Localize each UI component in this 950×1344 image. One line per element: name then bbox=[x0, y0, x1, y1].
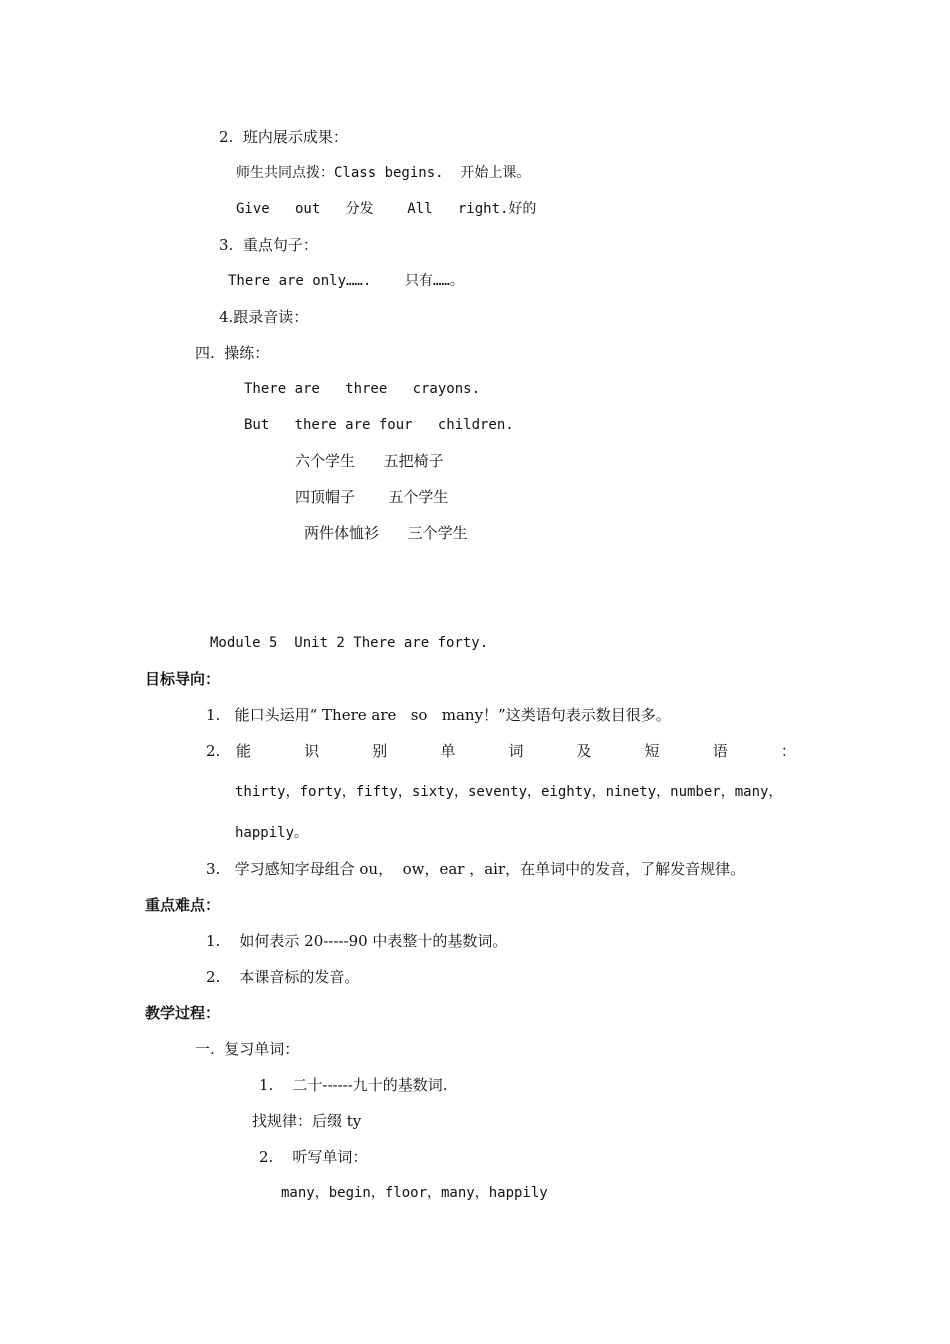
step-1-item-2: 2. 听写单词： bbox=[259, 1148, 368, 1166]
goal-3: 3. 学习感知字母组合 ou， ow，ear ，air，在单词中的发音，了解发音规律。 bbox=[206, 860, 746, 878]
item2-line2: Give out 分发 All right.好的 bbox=[236, 201, 537, 217]
goal-1: 1. 能口头运用“ There are so many！”这类语句表示数目很多。 bbox=[206, 706, 671, 724]
key-point-1: 1. 如何表示 20-----90 中表整十的基数词。 bbox=[206, 932, 508, 950]
goal-2-char: 识 bbox=[304, 742, 320, 760]
goal-2-char: ： bbox=[780, 742, 796, 760]
goal-2-char: 词 bbox=[508, 742, 524, 760]
drill-line2: But there are four children. bbox=[244, 417, 514, 433]
goal-2-number: 2. bbox=[206, 742, 221, 760]
goal-2-char: 单 bbox=[440, 742, 456, 760]
step-1-words: many，begin，floor，many，happily bbox=[281, 1185, 548, 1201]
key-points-heading: 重点难点： bbox=[145, 896, 221, 914]
goal-2-char: 短 bbox=[644, 742, 660, 760]
goal-2-char: 及 bbox=[576, 742, 592, 760]
item4-label: 4.跟录音读： bbox=[219, 308, 309, 326]
step-1-label: 一. 复习单词： bbox=[195, 1040, 300, 1058]
drill-row1: 六个学生 五把椅子 bbox=[295, 452, 444, 470]
drill-line1: There are three crayons. bbox=[244, 381, 481, 397]
item3-label: 3. 重点句子： bbox=[219, 236, 318, 254]
goal-2-words-cont: happily。 bbox=[235, 825, 309, 841]
goal-2-char: 能 bbox=[236, 742, 252, 760]
key-point-2: 2. 本课音标的发音。 bbox=[206, 968, 360, 986]
item2-line1: 师生共同点拨：Class begins. 开始上课。 bbox=[236, 165, 531, 181]
step-1-item-1: 1. 二十------九十的基数词. bbox=[259, 1076, 448, 1094]
goal-2-char: 别 bbox=[372, 742, 388, 760]
section4-label: 四. 操练： bbox=[195, 344, 270, 362]
goals-heading: 目标导向： bbox=[145, 670, 221, 688]
item2-label: 2. 班内展示成果： bbox=[219, 128, 348, 146]
drill-row2: 四顶帽子 五个学生 bbox=[295, 488, 449, 506]
goal-2-char: 语 bbox=[712, 742, 728, 760]
goal-2-justified-row bbox=[236, 741, 796, 761]
process-heading: 教学过程： bbox=[145, 1004, 221, 1022]
goal-2-words: thirty，forty，fifty，sixty，seventy，eighty，ninety，number，many， bbox=[235, 784, 783, 800]
item3-line1: There are only……. 只有……。 bbox=[228, 273, 464, 289]
module-title: Module 5 Unit 2 There are forty. bbox=[210, 635, 489, 651]
step-1-rule: 找规律：后缀 ty bbox=[252, 1112, 362, 1130]
drill-row3: 两件体恤衫 三个学生 bbox=[304, 524, 468, 542]
